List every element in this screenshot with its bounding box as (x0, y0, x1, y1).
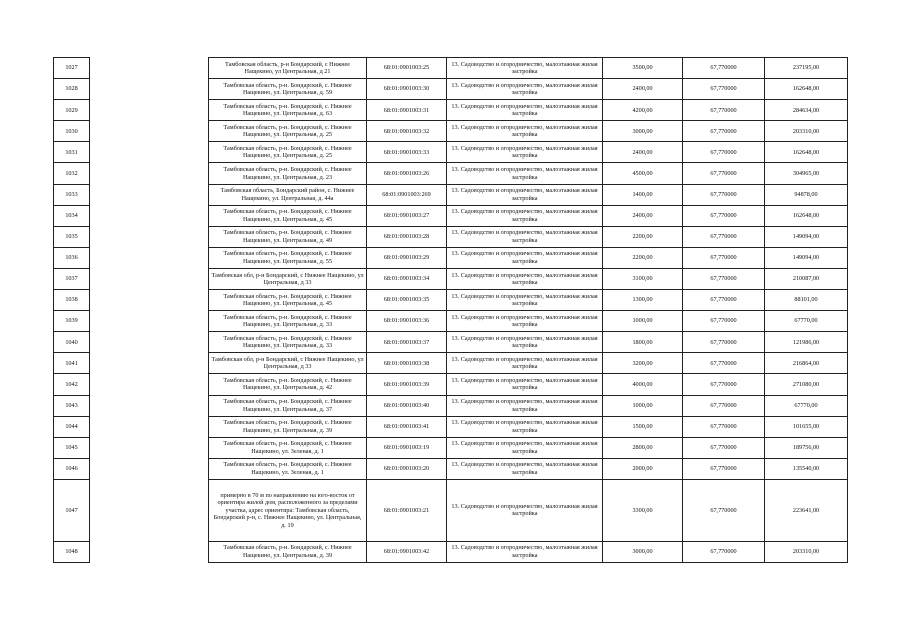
land-use-cell: 13. Садоводство и огородничество, малоэтажная жилая застройка (447, 395, 603, 416)
table-row (54, 58, 848, 79)
row-number-cell: 1035 (54, 226, 90, 247)
cadastral-value-cell: 271080,00 (765, 374, 848, 395)
spacer-cell (90, 479, 209, 541)
area-cell: 3200,00 (603, 353, 683, 374)
address-cell: Тамбовская область, р-н. Бондарский, с. Нижнее Нащекино, ул. Центральная, д. 49 (209, 226, 367, 247)
cadastral-number-cell: 68:01:0901003:42 (367, 541, 447, 562)
spacer-cell (90, 268, 209, 289)
table-row (54, 247, 848, 268)
table-row (54, 311, 848, 332)
spacer-cell (90, 184, 209, 205)
spacer-cell (90, 205, 209, 226)
land-use-cell: 13. Садоводство и огородничество, малоэтажная жилая застройка (447, 58, 603, 79)
cadastral-number-cell: 68:01:0901003:32 (367, 121, 447, 142)
address-cell: Тамбовская область, р-н Бондарский, с Нижнее Нащекино, ул Центральная, д 21 (209, 58, 367, 79)
rate-cell: 67,770000 (683, 226, 765, 247)
cadastral-number-cell: 68:01:0901003:38 (367, 353, 447, 374)
rate-cell: 67,770000 (683, 437, 765, 458)
cadastral-number-cell: 68:01:0901003:41 (367, 416, 447, 437)
table-row (54, 163, 848, 184)
row-number-cell: 1038 (54, 290, 90, 311)
cadastral-value-cell: 67770,00 (765, 395, 848, 416)
rate-cell: 67,770000 (683, 458, 765, 479)
table-row (54, 332, 848, 353)
row-number-cell: 1033 (54, 184, 90, 205)
table-row (54, 226, 848, 247)
cadastral-value-cell: 304965,00 (765, 163, 848, 184)
table-row (54, 458, 848, 479)
land-use-cell: 13. Садоводство и огородничество, малоэтажная жилая застройка (447, 79, 603, 100)
spacer-cell (90, 100, 209, 121)
cadastral-number-cell: 68:01:0901003:28 (367, 226, 447, 247)
cadastral-value-cell: 67770,00 (765, 311, 848, 332)
table-row (54, 479, 848, 541)
row-number-cell: 1037 (54, 268, 90, 289)
rate-cell: 67,770000 (683, 121, 765, 142)
land-use-cell: 13. Садоводство и огородничество, малоэтажная жилая застройка (447, 184, 603, 205)
rate-cell: 67,770000 (683, 142, 765, 163)
land-use-cell: 13. Садоводство и огородничество, малоэтажная жилая застройка (447, 311, 603, 332)
land-use-cell: 13. Садоводство и огородничество, малоэтажная жилая застройка (447, 226, 603, 247)
cadastral-value-cell: 162648,00 (765, 205, 848, 226)
cadastral-value-cell: 203310,00 (765, 121, 848, 142)
rate-cell: 67,770000 (683, 163, 765, 184)
cadastral-value-cell: 223641,00 (765, 479, 848, 541)
table-row (54, 100, 848, 121)
spacer-cell (90, 226, 209, 247)
land-use-cell: 13. Садоводство и огородничество, малоэтажная жилая застройка (447, 121, 603, 142)
area-cell: 1000,00 (603, 395, 683, 416)
land-use-cell: 13. Садоводство и огородничество, малоэтажная жилая застройка (447, 142, 603, 163)
rate-cell: 67,770000 (683, 247, 765, 268)
spacer-cell (90, 353, 209, 374)
row-number-cell: 1029 (54, 100, 90, 121)
rate-cell: 67,770000 (683, 311, 765, 332)
cadastral-value-cell: 210087,00 (765, 268, 848, 289)
table-row (54, 121, 848, 142)
area-cell: 4200,00 (603, 100, 683, 121)
rate-cell: 67,770000 (683, 290, 765, 311)
rate-cell: 67,770000 (683, 100, 765, 121)
area-cell: 2400,00 (603, 205, 683, 226)
spacer-cell (90, 311, 209, 332)
rate-cell: 67,770000 (683, 374, 765, 395)
row-number-cell: 1041 (54, 353, 90, 374)
area-cell: 4000,00 (603, 374, 683, 395)
table-row (54, 79, 848, 100)
row-number-cell: 1036 (54, 247, 90, 268)
cadastral-number-cell: 68:01:0901003:27 (367, 205, 447, 226)
land-use-cell: 13. Садоводство и огородничество, малоэтажная жилая застройка (447, 268, 603, 289)
land-use-cell: 13. Садоводство и огородничество, малоэтажная жилая застройка (447, 290, 603, 311)
table-row (54, 416, 848, 437)
row-number-cell: 1044 (54, 416, 90, 437)
cadastral-value-cell: 101655,00 (765, 416, 848, 437)
address-cell: Тамбовская область, р-н. Бондарский, с. Нижнее Нащекино, ул. Центральная, д. 39 (209, 416, 367, 437)
cadastral-value-cell: 121986,00 (765, 332, 848, 353)
area-cell: 1400,00 (603, 184, 683, 205)
cadastral-number-cell: 68:01:0901003:21 (367, 479, 447, 541)
table-row (54, 374, 848, 395)
area-cell: 3000,00 (603, 121, 683, 142)
rate-cell: 67,770000 (683, 479, 765, 541)
land-use-cell: 13. Садоводство и огородничество, малоэтажная жилая застройка (447, 458, 603, 479)
row-number-cell: 1045 (54, 437, 90, 458)
area-cell: 3100,00 (603, 268, 683, 289)
area-cell: 2400,00 (603, 79, 683, 100)
address-cell: Тамбовская область, р-н. Бондарский, с. Нижнее Нащекино, ул. Центральная, д. 25 (209, 121, 367, 142)
address-cell: Тамбовская область, р-н. Бондарский, с. Нижнее Нащекино, ул. Центральная, д. 33 (209, 332, 367, 353)
cadastral-number-cell: 68:01:0901003:19 (367, 437, 447, 458)
address-cell: Тамбовская область, Бондарский район, с. Нижнее Нащекино, ул. Центральная, д. 44а (209, 184, 367, 205)
area-cell: 1500,00 (603, 416, 683, 437)
address-cell: Тамбовская область, р-н. Бондарский, с. Нижнее Нащекино, ул. Центральная, д. 37 (209, 395, 367, 416)
area-cell: 2200,00 (603, 226, 683, 247)
rate-cell: 67,770000 (683, 184, 765, 205)
row-number-cell: 1032 (54, 163, 90, 184)
cadastral-number-cell: 68:01:0901003:33 (367, 142, 447, 163)
area-cell: 2200,00 (603, 247, 683, 268)
cadastral-value-cell: 284634,00 (765, 100, 848, 121)
row-number-cell: 1030 (54, 121, 90, 142)
table-row (54, 205, 848, 226)
row-number-cell: 1046 (54, 458, 90, 479)
row-number-cell: 1047 (54, 479, 90, 541)
row-number-cell: 1039 (54, 311, 90, 332)
row-number-cell: 1034 (54, 205, 90, 226)
spacer-cell (90, 247, 209, 268)
rate-cell: 67,770000 (683, 353, 765, 374)
row-number-cell: 1031 (54, 142, 90, 163)
spacer-cell (90, 541, 209, 562)
address-cell: Тамбовская область, р-н. Бондарский, с. Нижнее Нащекино, ул. Центральная, д. 45 (209, 290, 367, 311)
address-cell: Тамбовская область, р-н. Бондарский, с. Нижнее Нащекино, ул. Зеленая, д. 1 (209, 458, 367, 479)
table-row (54, 142, 848, 163)
cadastral-value-cell: 189756,00 (765, 437, 848, 458)
cadastral-number-cell: 68:01:0901003:269 (367, 184, 447, 205)
row-number-cell: 1048 (54, 541, 90, 562)
land-parcels-table (53, 57, 848, 563)
spacer-cell (90, 290, 209, 311)
land-use-cell: 13. Садоводство и огородничество, малоэтажная жилая застройка (447, 205, 603, 226)
row-number-cell: 1027 (54, 58, 90, 79)
rate-cell: 67,770000 (683, 268, 765, 289)
cadastral-number-cell: 68:01:0901003:20 (367, 458, 447, 479)
address-cell: Тамбовская обл, р-н Бондарский, с Нижнее Нащекино, ул Центральная, д 33 (209, 268, 367, 289)
spacer-cell (90, 142, 209, 163)
table-row (54, 290, 848, 311)
cadastral-number-cell: 68:01:0901003:40 (367, 395, 447, 416)
land-use-cell: 13. Садоводство и огородничество, малоэтажная жилая застройка (447, 332, 603, 353)
land-use-cell: 13. Садоводство и огородничество, малоэтажная жилая застройка (447, 100, 603, 121)
address-cell: Тамбовская область, р-н. Бондарский, с. Нижнее Нащекино, ул. Зеленая, д. 1 (209, 437, 367, 458)
cadastral-number-cell: 68:01:0901003:39 (367, 374, 447, 395)
spacer-cell (90, 437, 209, 458)
address-cell: примерно в 70 м по направлению на юго-восток от ориентира жилой дом, расположенного за пределами участка, адрес ориентира: Тамбовская область, Бондарский р-н, с. Нижнее Нащекино, ул. Центральная, д. 19 (209, 479, 367, 541)
address-cell: Тамбовская обл, р-н Бондарский, с Нижнее Нащекино, ул Центральная, д 33 (209, 353, 367, 374)
rate-cell: 67,770000 (683, 395, 765, 416)
cadastral-value-cell: 237195,00 (765, 58, 848, 79)
rate-cell: 67,770000 (683, 58, 765, 79)
spacer-cell (90, 332, 209, 353)
address-cell: Тамбовская область, р-н. Бондарский, с. Нижнее Нащекино, ул. Центральная, д. 39 (209, 541, 367, 562)
address-cell: Тамбовская область, р-н. Бондарский, с. Нижнее Нащекино, ул. Центральная, д. 23 (209, 163, 367, 184)
cadastral-number-cell: 68:01:0901003:26 (367, 163, 447, 184)
rate-cell: 67,770000 (683, 79, 765, 100)
cadastral-value-cell: 162648,00 (765, 142, 848, 163)
cadastral-value-cell: 216864,00 (765, 353, 848, 374)
address-cell: Тамбовская область, р-н. Бондарский, с. Нижнее Нащекино, ул. Центральная, д. 33 (209, 311, 367, 332)
table-row (54, 353, 848, 374)
cadastral-number-cell: 68:01:0901003:34 (367, 268, 447, 289)
row-number-cell: 1042 (54, 374, 90, 395)
table-row (54, 268, 848, 289)
spacer-cell (90, 374, 209, 395)
rate-cell: 67,770000 (683, 205, 765, 226)
area-cell: 3300,00 (603, 479, 683, 541)
area-cell: 4500,00 (603, 163, 683, 184)
cadastral-number-cell: 68:01:0901003:29 (367, 247, 447, 268)
spacer-cell (90, 458, 209, 479)
spacer-cell (90, 121, 209, 142)
table-row (54, 184, 848, 205)
land-use-cell: 13. Садоводство и огородничество, малоэтажная жилая застройка (447, 353, 603, 374)
cadastral-value-cell: 162648,00 (765, 79, 848, 100)
area-cell: 1800,00 (603, 332, 683, 353)
row-number-cell: 1028 (54, 79, 90, 100)
cadastral-value-cell: 203310,00 (765, 541, 848, 562)
area-cell: 1000,00 (603, 311, 683, 332)
cadastral-value-cell: 149094,00 (765, 247, 848, 268)
table-body (54, 58, 848, 563)
area-cell: 2800,00 (603, 437, 683, 458)
address-cell: Тамбовская область, р-н. Бондарский, с. Нижнее Нащекино, ул. Центральная, д. 42 (209, 374, 367, 395)
land-use-cell: 13. Садоводство и огородничество, малоэтажная жилая застройка (447, 437, 603, 458)
cadastral-value-cell: 94878,00 (765, 184, 848, 205)
table-row (54, 541, 848, 562)
cadastral-number-cell: 68:01:0901003:30 (367, 79, 447, 100)
cadastral-value-cell: 88101,00 (765, 290, 848, 311)
cadastral-number-cell: 68:01:0901003:36 (367, 311, 447, 332)
area-cell: 3000,00 (603, 541, 683, 562)
rate-cell: 67,770000 (683, 416, 765, 437)
land-use-cell: 13. Садоводство и огородничество, малоэтажная жилая застройка (447, 541, 603, 562)
cadastral-value-cell: 149094,00 (765, 226, 848, 247)
spacer-cell (90, 395, 209, 416)
rate-cell: 67,770000 (683, 541, 765, 562)
area-cell: 2400,00 (603, 142, 683, 163)
land-use-cell: 13. Садоводство и огородничество, малоэтажная жилая застройка (447, 374, 603, 395)
area-cell: 3500,00 (603, 58, 683, 79)
area-cell: 1300,00 (603, 290, 683, 311)
land-use-cell: 13. Садоводство и огородничество, малоэтажная жилая застройка (447, 163, 603, 184)
cadastral-value-cell: 135540,00 (765, 458, 848, 479)
cadastral-number-cell: 68:01:0901003:35 (367, 290, 447, 311)
land-use-cell: 13. Садоводство и огородничество, малоэтажная жилая застройка (447, 479, 603, 541)
row-number-cell: 1043 (54, 395, 90, 416)
rate-cell: 67,770000 (683, 332, 765, 353)
spacer-cell (90, 58, 209, 79)
spacer-cell (90, 163, 209, 184)
address-cell: Тамбовская область, р-н. Бондарский, с. Нижнее Нащекино, ул. Центральная, д. 63 (209, 100, 367, 121)
address-cell: Тамбовская область, р-н. Бондарский, с. Нижнее Нащекино, ул. Центральная, д. 25 (209, 142, 367, 163)
address-cell: Тамбовская область, р-н. Бондарский, с. Нижнее Нащекино, ул. Центральная, д. 55 (209, 247, 367, 268)
cadastral-number-cell: 68:01:0901003:37 (367, 332, 447, 353)
land-use-cell: 13. Садоводство и огородничество, малоэтажная жилая застройка (447, 416, 603, 437)
spacer-cell (90, 79, 209, 100)
cadastral-number-cell: 68:01:0901003:25 (367, 58, 447, 79)
row-number-cell: 1040 (54, 332, 90, 353)
table-row (54, 437, 848, 458)
land-use-cell: 13. Садоводство и огородничество, малоэтажная жилая застройка (447, 247, 603, 268)
address-cell: Тамбовская область, р-н. Бондарский, с. Нижнее Нащекино, ул. Центральная, д. 45 (209, 205, 367, 226)
address-cell: Тамбовская область, р-н. Бондарский, с. Нижнее Нащекино, ул. Центральная, д. 59 (209, 79, 367, 100)
table-row (54, 395, 848, 416)
area-cell: 2000,00 (603, 458, 683, 479)
cadastral-number-cell: 68:01:0901003:31 (367, 100, 447, 121)
spacer-cell (90, 416, 209, 437)
